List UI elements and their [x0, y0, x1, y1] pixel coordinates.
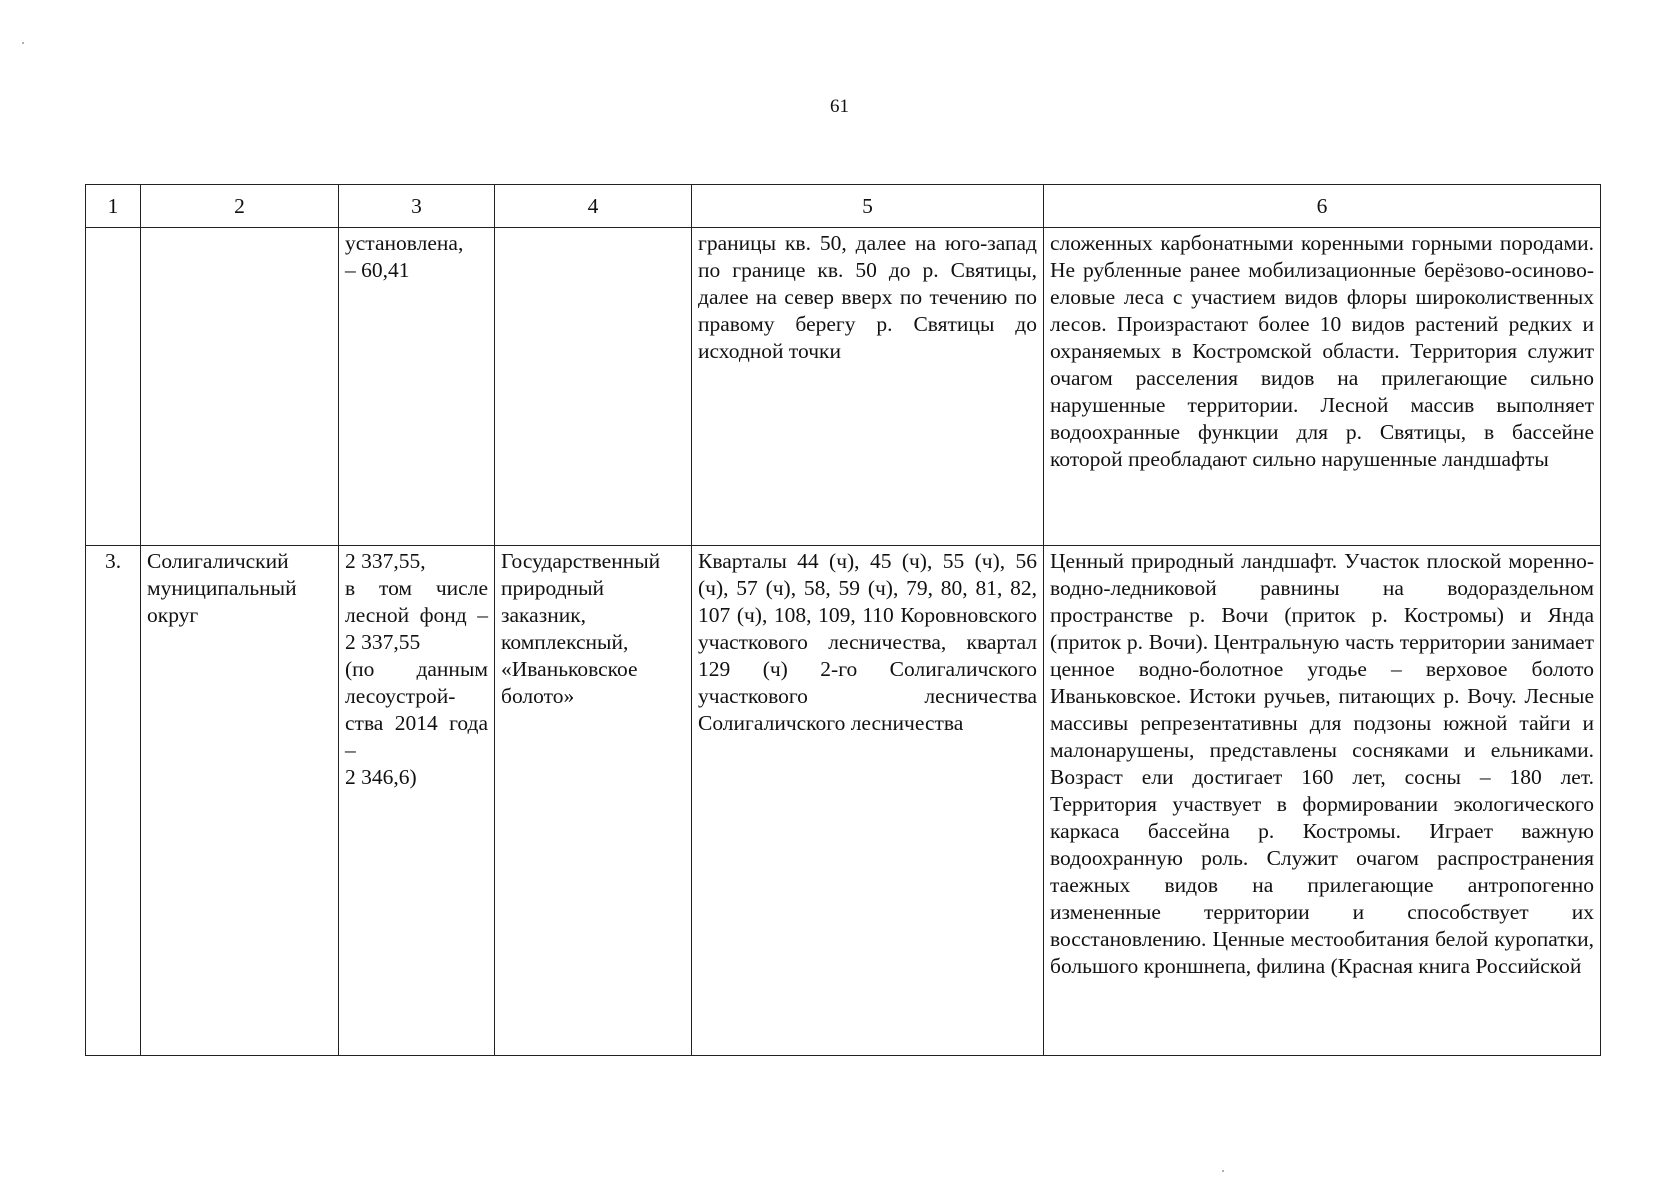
municipality-cell: Солигаличский муниципальный округ: [141, 546, 339, 1056]
scan-speck: [1222, 1170, 1224, 1172]
area-cell: 2 337,55, в том числе лесной фонд – 2 337,55 (по данным лесоустрой-ства 2014 года – 2 346,6): [339, 546, 495, 1056]
description-cell: сложенных карбонатными коренными горными породами. Не рубленные ранее мобилизационные берёзово-осиново-еловые леса с участием видов флоры широколиственных лесов. Произрастают более 10 видов растений редких и охраняемых в Костромской области. Территория служит очагом расселения видов на прилегающие сильно нарушенные территории. Лесной массив выполняет водоохранные функции для р. Святицы, в бассейне которой преобладают сильно нарушенные ландшафты: [1044, 228, 1601, 546]
area-cell: установлена, – 60,41: [339, 228, 495, 546]
table-row: [86, 228, 1601, 546]
header-cell-3: 3: [339, 185, 495, 228]
row-number-cell: [86, 228, 141, 546]
row-number-cell: 3.: [86, 546, 141, 1056]
scan-speck: [22, 42, 24, 44]
municipality-cell: [141, 228, 339, 546]
boundaries-cell: границы кв. 50, далее на юго-запад по границе кв. 50 до р. Святицы, далее на север вверх по течению по правому берегу р. Святицы до исходной точки: [692, 228, 1044, 546]
table-row: [86, 546, 1601, 1056]
boundaries-cell: Кварталы 44 (ч), 45 (ч), 55 (ч), 56 (ч), 57 (ч), 58, 59 (ч), 79, 80, 81, 82, 107 (ч), 108, 109, 110 Коровновского участкового лесничества, квартал 129 (ч) 2-го Солигаличского участкового лесничества Солигаличского лесничества: [692, 546, 1044, 1056]
table-header-row: [86, 185, 1601, 228]
document-table: [85, 184, 1601, 1056]
header-cell-1: 1: [86, 185, 141, 228]
protected-area-name-cell: [495, 228, 692, 546]
header-cell-2: 2: [141, 185, 339, 228]
header-cell-6: 6: [1044, 185, 1601, 228]
page-number: 61: [830, 96, 849, 117]
header-cell-4: 4: [495, 185, 692, 228]
description-cell: Ценный природный ландшафт. Участок плоской моренно-водно-ледниковой равнины на водораздельном пространстве р. Вочи (приток р. Костромы) и Янда (приток р. Вочи). Центральную часть территории занимает ценное водно-болотное угодье – верховое болото Иваньковское. Истоки ручьев, питающих р. Вочу. Лесные массивы репрезентативны для подзоны южной тайги и малонарушены, представлены сосняками и ельниками. Возраст ели достигает 160 лет, сосны – 180 лет. Территория участвует в формировании экологического каркаса бассейна р. Костромы. Играет важную водоохранную роль. Служит очагом распространения таежных видов на прилегающие антропогенно измененные территории и способствует их восстановлению. Ценные местообитания белой куропатки, большого кроншнепа, филина (Красная книга Российской: [1044, 546, 1601, 1056]
protected-area-name-cell: Государственный природный заказник, комплексный, «Иваньковское болото»: [495, 546, 692, 1056]
header-cell-5: 5: [692, 185, 1044, 228]
